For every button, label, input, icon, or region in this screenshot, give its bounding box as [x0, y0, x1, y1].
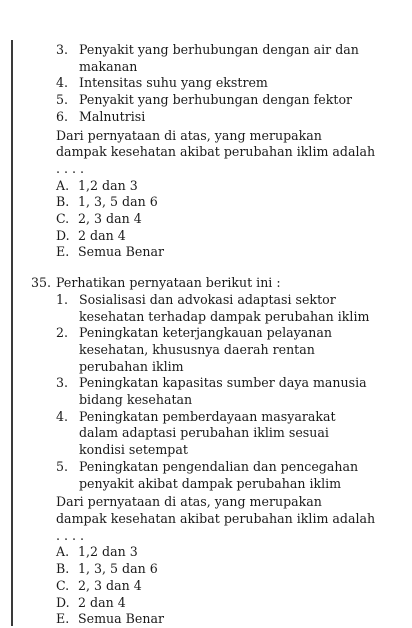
q35-title: Perhatikan pernyataan berikut ini : — [56, 275, 281, 291]
q35-heading — [0, 275, 412, 292]
q34-statement-5: 5. Penyakit yang berhubungan dengan fektor — [56, 92, 353, 108]
q35-statement-2: 2. Peningkatan keterjangkauan pelayanan kesehatan, khususnya daerah rentan perubahan iklim — [56, 325, 332, 374]
q34-option-e: E. Semua Benar — [56, 244, 164, 260]
q35-option-b: B. 1, 3, 5 dan 6 — [56, 561, 158, 577]
q35-statement-3: 3. Peningkatan kapasitas sumber daya manusia bidang kesehatan — [56, 375, 367, 408]
q34-statement-3: 3. Penyakit yang berhubungan dengan air dan makanan — [56, 42, 359, 74]
q34-option-b: B. 1, 3, 5 dan 6 — [56, 194, 158, 210]
q35-statement-list — [0, 292, 412, 492]
q35-options — [0, 544, 412, 628]
q35-option-c: C. 2, 3 dan 4 — [56, 577, 142, 593]
q34-option-d: D. 2 dan 4 — [56, 227, 126, 243]
q34-statement-4: 4. Intensitas suhu yang ekstrem — [56, 75, 268, 91]
q35-statement-1: 1. Sosialisasi dan advokasi adaptasi sektor kesehatan terhadap dampak perubahan iklim — [56, 291, 370, 324]
q34-statement-list — [0, 42, 412, 126]
q35-prompt: Dari pernyataan di atas, yang merupakan dampak kesehatan akibat perubahan iklim adalah . . . . — [56, 494, 376, 543]
q34-prompt: Dari pernyataan di atas, yang merupakan dampak kesehatan akibat perubahan iklim adalah . . . . — [56, 127, 376, 176]
q35-option-e: E. Semua Benar — [56, 611, 164, 627]
q35-statement-4: 4. Peningkatan pemberdayaan masyarakat dalam adaptasi perubahan iklim sesuai kondisi setempat — [56, 408, 336, 458]
q34-option-c: C. 2, 3 dan 4 — [56, 211, 142, 227]
q34-option-a: A. 1,2 dan 3 — [56, 177, 138, 193]
q34-options — [0, 178, 412, 262]
q35-statement-5: 5. Peningkatan pengendalian dan pencegahan penyakit akibat dampak perubahan iklim — [56, 458, 359, 491]
q35-option-d: D. 2 dan 4 — [56, 594, 126, 610]
document-page — [0, 42, 412, 628]
q34-statement-6: 6. Malnutrisi — [56, 108, 146, 124]
q35-option-a: A. 1,2 dan 3 — [56, 544, 138, 560]
q35-number: 35. — [31, 275, 52, 291]
